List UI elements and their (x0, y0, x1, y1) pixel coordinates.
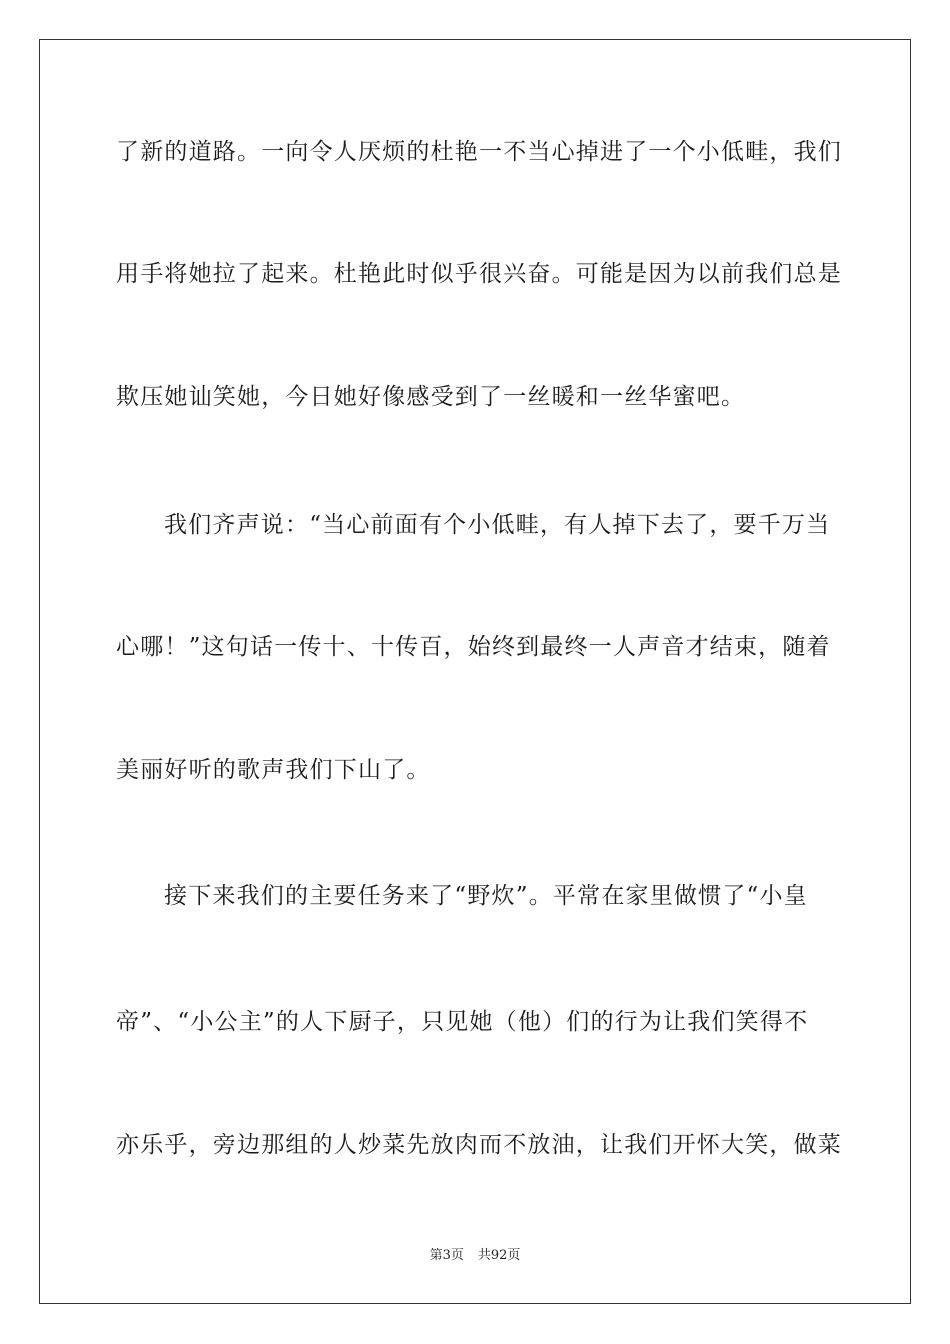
paragraph-first-line: 我们齐声说：“当心前面有个小低畦，有人掉下去了，要千万当 (164, 512, 831, 538)
paragraph-line: 心哪！”这句话一传十、十传百，始终到最终一人声音才结束，随着 (116, 634, 831, 660)
paragraph-line: 帝”、“小公主”的人下厨子，只见她（他）们的行为让我们笑得不 (116, 1009, 809, 1035)
paragraph-line: 亦乐乎，旁边那组的人炒菜先放肉而不放油，让我们开怀大笑，做菜 (116, 1132, 842, 1158)
paragraph-line: 欺压她讪笑她，今日她好像感受到了一丝暖和一丝华蜜吧。 (116, 384, 746, 410)
paragraph-line: 用手将她拉了起来。杜艳此时似乎很兴奋。可能是因为以前我们总是 (116, 261, 842, 287)
paragraph-line: 了新的道路。一向令人厌烦的杜艳一不当心掉进了一个小低畦，我们 (116, 139, 842, 165)
page-footer (0, 1247, 950, 1265)
paragraph-line: 美丽好听的歌声我们下山了。 (116, 757, 431, 783)
page-total: 共92页 (477, 1248, 521, 1263)
paragraph-first-line: 接下来我们的主要任务来了“野炊”。平常在家里做惯了“小皇 (164, 883, 808, 909)
page-number: 第3页 (429, 1248, 464, 1263)
page-frame (39, 39, 911, 1304)
